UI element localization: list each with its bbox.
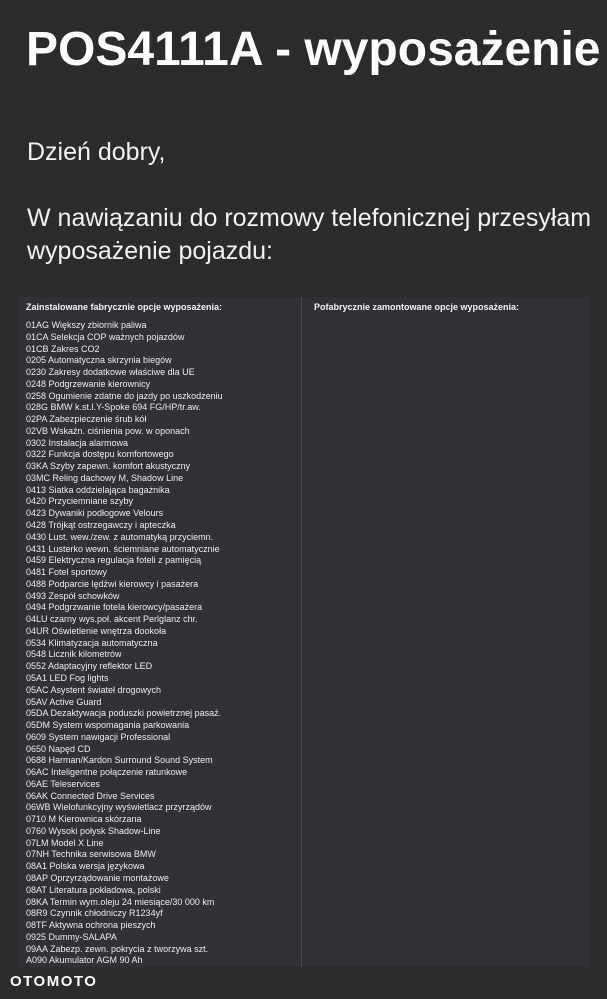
option-item: 06AK Connected Drive Services xyxy=(26,790,155,801)
option-item: 0548 Licznik kilometrów xyxy=(26,649,122,660)
option-item: 01CB Zakres CO2 xyxy=(26,343,100,354)
factory-options-list xyxy=(26,320,223,967)
option-item: 0428 Trójkąt ostrzegawczy i apteczka xyxy=(26,520,176,531)
option-item: 0609 System nawigacji Professional xyxy=(26,731,171,742)
option-item: 0431 Lusterko wewn. ściemniane automatycznie xyxy=(26,543,220,554)
option-item: 08A1 Polska wersja językowa xyxy=(26,861,145,872)
option-item: 0488 Podparcie lędźwi kierowcy i pasażera xyxy=(26,578,199,589)
intro-line-2: wyposażenie pojazdu: xyxy=(27,237,273,265)
intro-text xyxy=(27,202,591,268)
option-item: 02VB Wskaźn. ciśnienia pow. w oponach xyxy=(26,425,190,436)
otomoto-logo: OTOMOTO xyxy=(10,973,98,990)
option-item: 0248 Podgrzewanie kierownicy xyxy=(26,378,151,389)
option-item: A090 Akumulator AGM 90 Ah xyxy=(26,955,143,966)
option-item: 0302 Instalacja alarmowa xyxy=(26,437,129,448)
option-item: 03KA Szyby zapewn. komfort akustyczny xyxy=(26,461,191,472)
option-item: 06WB Wielofunkcyjny wyświetlacz przyrządów xyxy=(26,802,212,813)
option-item: 0552 Adaptacyjny reflektor LED xyxy=(26,661,153,672)
column-divider xyxy=(301,297,302,967)
option-item: 01CA Selekcja COP ważnych pojazdów xyxy=(26,331,185,342)
footer-bar xyxy=(0,967,607,999)
intro-line-1: W nawiązaniu do rozmowy telefonicznej przesyłam xyxy=(27,204,592,232)
option-item: 05DA Dezaktywacja poduszki powietrznej pasaż. xyxy=(26,708,222,719)
option-item: 06AC Inteligentne połączenie ratunkowe xyxy=(26,767,188,778)
factory-options-header: Zainstalowane fabrycznie opcje wyposażenia: xyxy=(26,302,223,312)
option-item: 0760 Wysoki połysk Shadow-Line xyxy=(26,825,161,836)
option-item: 03MC Reling dachowy M, Shadow Line xyxy=(26,472,184,483)
greeting-text: Dzień dobry, xyxy=(27,138,166,166)
option-item: 0925 Dummy-SALAPA xyxy=(26,931,117,942)
option-item: 08AP Oprzyrządowanie montażowe xyxy=(26,872,169,883)
option-item: 02PA Zabezpieczenie śrub kół xyxy=(26,414,147,425)
option-item: 0650 Napęd CD xyxy=(26,743,91,754)
option-item: 08KA Termin wym.oleju 24 miesiące/30 000 km xyxy=(26,896,215,907)
option-item: 08AT Literatura pokładowa, polski xyxy=(26,884,161,895)
option-item: 0413 Siatka oddzielająca bagażnika xyxy=(26,484,170,495)
option-item: 0459 Elektryczna regulacja foteli z pamięcią xyxy=(26,555,202,566)
option-item: 0494 Podgrzwanie fotela kierowcy/pasażera xyxy=(26,602,203,613)
option-item: 08TF Aktywna ochrona pieszych xyxy=(26,920,156,931)
aftermarket-options-header: Pofabrycznie zamontowane opcje wyposażenia: xyxy=(314,302,520,312)
option-item: 0688 Harman/Kardon Surround Sound System xyxy=(26,755,213,766)
option-item: 05AV Active Guard xyxy=(26,696,102,707)
option-item: 04UR Oświetlenie wnętrza dookoła xyxy=(26,625,167,636)
option-item: 0230 Zakresy dodatkowe właściwe dla UE xyxy=(26,367,195,378)
document-title: POS4111A - wyposażenie xyxy=(26,23,601,76)
option-item: 06AE Teleservices xyxy=(26,778,100,789)
option-item: 04LU czarny wys.poł. akcent Perlglanz chr. xyxy=(26,614,198,625)
option-item: 0322 Funkcja dostępu komfortowego xyxy=(26,449,174,460)
option-item: 09AA Zabezp. zewn. pokrycia z tworzywa szt. xyxy=(26,943,209,954)
option-item: 0420 Przyciemniane szyby xyxy=(26,496,134,507)
option-item: 0493 Zespół schowków xyxy=(26,590,120,601)
option-item: 0258 Ogumienie zdatne do jazdy po uszkodzeniu xyxy=(26,390,223,401)
option-item: 0710 M Kierownica skórzana xyxy=(26,814,142,825)
option-item: 05DM System wspomagania parkowania xyxy=(26,720,190,731)
option-item: 05AC Asystent świateł drogowych xyxy=(26,684,162,695)
option-item: 0534 Klimatyzacja automatyczna xyxy=(26,637,158,648)
option-item: 05A1 LED Fog lights xyxy=(26,672,109,683)
option-item: 0205 Automatyczna skrzynia biegów xyxy=(26,355,172,366)
option-item: 028G BMW k.st.l.Y-Spoke 694 FG/HP/tr.aw. xyxy=(26,402,201,413)
option-item: 0430 Lust. wew./zew. z automatyką przyciemn. xyxy=(26,531,214,542)
option-item: 07NH Technika serwisowa BMW xyxy=(26,849,156,860)
option-item: 01AG Większy zbiornik paliwa xyxy=(26,320,147,330)
option-item: 0423 Dywaniki podłogowe Velours xyxy=(26,508,164,519)
equipment-options-table xyxy=(18,297,590,967)
option-item: 07LM Model X Line xyxy=(26,837,104,848)
option-item: 0481 Fotel sportowy xyxy=(26,567,108,578)
option-item: 08R9 Czynnik chłodniczy R1234yf xyxy=(26,908,163,919)
